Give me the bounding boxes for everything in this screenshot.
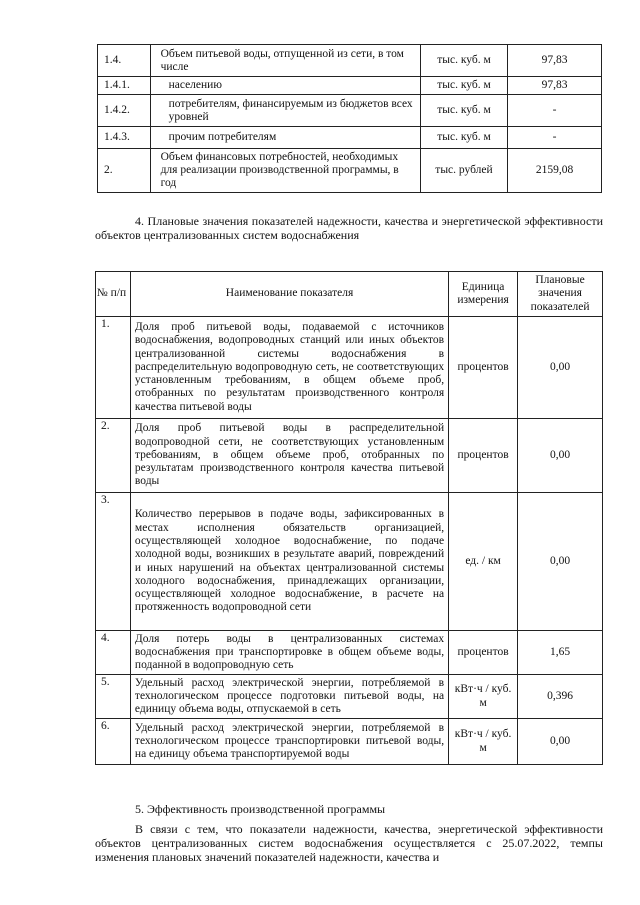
section-4-heading	[95, 214, 603, 242]
row-name: Удельный расход электрической энергии, потребляемой в технологическом процессе транспортировки питьевой воды, на единицу объема транспортируемой воды	[130, 719, 448, 765]
row-unit: кВт·ч / куб. м	[449, 675, 518, 719]
row-unit: процентов	[449, 419, 518, 493]
row-number: 3.	[96, 493, 131, 631]
row-value: 97,83	[508, 77, 602, 95]
row-value: 0,396	[518, 675, 603, 719]
row-value: 0,00	[518, 419, 603, 493]
row-value: 0,00	[518, 317, 603, 419]
table-row	[98, 95, 602, 127]
row-unit: процентов	[449, 317, 518, 419]
row-value: 1,65	[518, 631, 603, 675]
header-value: Плановые значения показателей	[518, 272, 603, 317]
table-row	[96, 631, 603, 675]
row-number: 5.	[96, 675, 131, 719]
row-name: Объем питьевой воды, отпущенной из сети, в том числе	[150, 45, 420, 77]
row-number: 1.4.2.	[98, 95, 151, 127]
table-header-row	[96, 272, 603, 317]
row-value: -	[508, 127, 602, 149]
table-row	[96, 719, 603, 765]
row-unit: тыс. куб. м	[420, 77, 507, 95]
row-name: прочим потребителям	[150, 127, 420, 149]
row-name: Количество перерывов в подаче воды, зафиксированных в местах исполнения обязательств организацией, осуществляющей холодное водоснабжение, по подаче холодной воды, возникших в результате аварий, повреждений и иных нарушений на объектах централизованной системы холодного водоснабжения, принадлежащих организации, осуществляющей холодное водоснабжение, в расчете на протяженность водопроводной сети	[130, 493, 448, 631]
row-value: 2159,08	[508, 149, 602, 193]
row-unit: процентов	[449, 631, 518, 675]
row-value: 0,00	[518, 719, 603, 765]
table-row	[98, 149, 602, 193]
row-unit: тыс. куб. м	[420, 127, 507, 149]
header-number: № п/п	[96, 272, 131, 317]
section-5-paragraph	[95, 822, 603, 864]
row-number: 4.	[96, 631, 131, 675]
indicators-table	[95, 271, 603, 765]
row-number: 1.4.	[98, 45, 151, 77]
row-unit: кВт·ч / куб. м	[449, 719, 518, 765]
header-name: Наименование показателя	[130, 272, 448, 317]
row-value: 97,83	[508, 45, 602, 77]
table-row	[96, 317, 603, 419]
row-name: Доля потерь воды в централизованных системах водоснабжения при транспортировке в общем объеме воды, поданной в водопроводную сеть	[130, 631, 448, 675]
table-row	[96, 493, 603, 631]
table-row	[98, 77, 602, 95]
row-name: Удельный расход электрической энергии, потребляемой в технологическом процессе подготовки питьевой воды, на единицу объема воды, отпускаемой в сеть	[130, 675, 448, 719]
row-value: -	[508, 95, 602, 127]
row-name: Доля проб питьевой воды в распределительной водопроводной сети, не соответствующих установленным требованиям, в общем объеме проб, отобранных по результатам производственного контроля качества питьевой воды	[130, 419, 448, 493]
row-unit: тыс. рублей	[420, 149, 507, 193]
row-name: Объем финансовых потребностей, необходимых для реализации производственной программы, в год	[150, 149, 420, 193]
row-number: 1.4.3.	[98, 127, 151, 149]
row-unit: ед. / км	[449, 493, 518, 631]
row-value: 0,00	[518, 493, 603, 631]
production-volume-table	[97, 44, 602, 193]
row-number: 1.	[96, 317, 131, 419]
row-name: потребителям, финансируемым из бюджетов всех уровней	[150, 95, 420, 127]
row-unit: тыс. куб. м	[420, 45, 507, 77]
row-unit: тыс. куб. м	[420, 95, 507, 127]
section-5-paragraph-text: В связи с тем, что показатели надежности, качества, энергетической эффективности объектов централизованных систем водоснабжения осуществляется с 25.07.2022, темпы изменения плановых значений показателей надежности, качества и	[95, 822, 603, 864]
section-4-heading-text: 4. Плановые значения показателей надежности, качества и энергетической эффективности объектов централизованных систем водоснабжения	[95, 214, 603, 242]
row-name: Доля проб питьевой воды, подаваемой с источников водоснабжения, водопроводных станций или иных объектов централизованной системы водоснабжения в распределительную водопроводную сеть, не соответствующих установленным требованиям, в общем объеме проб, отобранных по результатам производственного контроля качества питьевой воды	[130, 317, 448, 419]
row-number: 2.	[96, 419, 131, 493]
row-name: населению	[150, 77, 420, 95]
header-unit: Единица измерения	[449, 272, 518, 317]
section-5-heading: 5. Эффективность производственной программы	[135, 802, 386, 816]
table-row	[98, 45, 602, 77]
row-number: 1.4.1.	[98, 77, 151, 95]
table-row	[96, 675, 603, 719]
row-number: 2.	[98, 149, 151, 193]
row-number: 6.	[96, 719, 131, 765]
table-row	[98, 127, 602, 149]
table-row	[96, 419, 603, 493]
